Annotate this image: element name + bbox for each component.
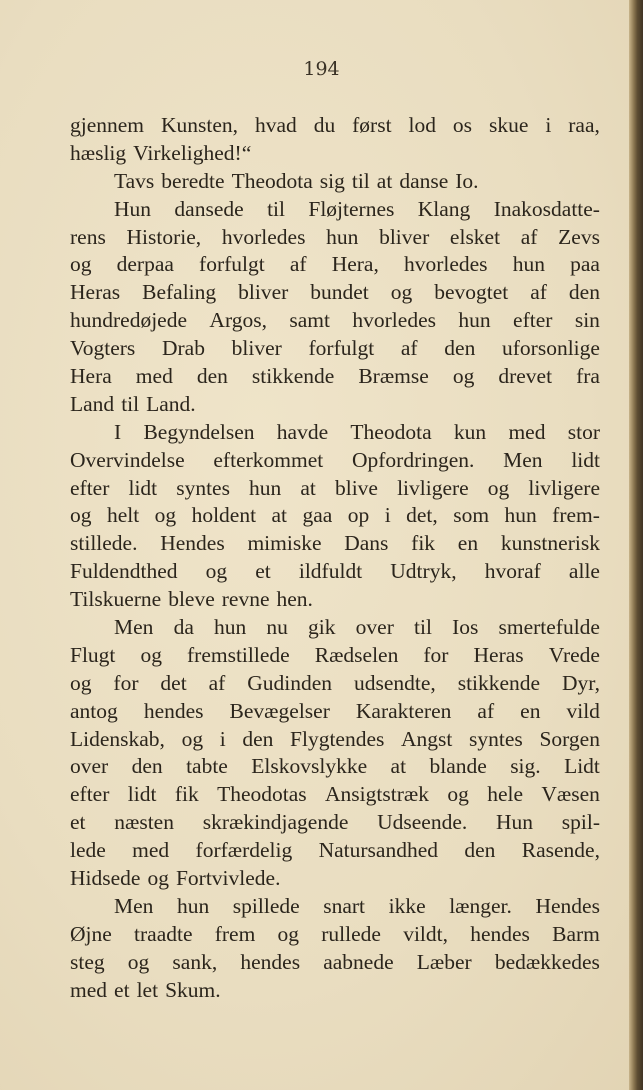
word: snart [323, 893, 366, 918]
word: bliver [379, 224, 430, 249]
word: beredte [161, 168, 225, 193]
word: af [520, 224, 538, 249]
word: Land. [146, 391, 196, 416]
text-line [70, 865, 600, 893]
word: til [414, 615, 432, 640]
word: Bræmse [358, 364, 429, 389]
word: bliver [238, 280, 289, 305]
text-line [70, 530, 600, 558]
word: bevogtet [434, 280, 509, 305]
word: bedækkedes [494, 949, 600, 974]
word: Øjne [70, 921, 112, 946]
word: efterkommet [213, 447, 324, 472]
word: efter [513, 308, 553, 333]
word: til [121, 391, 140, 416]
word: hendes [470, 921, 530, 946]
word: Elskovslykke [251, 754, 368, 779]
word: revne [221, 587, 270, 612]
word: som [453, 503, 490, 528]
word: op [347, 503, 370, 528]
word: hendes [143, 698, 204, 723]
word: Vogters [70, 336, 136, 361]
word: hun [504, 503, 537, 528]
word: hvad [254, 113, 297, 137]
word: med [132, 838, 170, 863]
word: du [313, 113, 336, 137]
text-line [70, 447, 600, 475]
word: efter [70, 782, 110, 807]
word: forfulgt [199, 252, 265, 277]
text-line [70, 893, 600, 921]
word: hele [487, 782, 524, 807]
word: gjennem [70, 113, 145, 137]
word: nu [266, 615, 288, 640]
text-line [70, 475, 600, 503]
word: havde [276, 419, 329, 444]
text-line [70, 753, 600, 781]
word: lod [408, 113, 436, 137]
word: og [447, 782, 469, 807]
text-line [70, 307, 600, 335]
word: traadte [134, 921, 193, 946]
word: at [390, 754, 407, 779]
text-line [70, 614, 600, 642]
body-text [70, 112, 600, 1005]
word: og [154, 503, 177, 528]
word: hun [249, 475, 282, 500]
word: hæslig [70, 140, 127, 165]
word: Udseende. [377, 810, 468, 835]
word: dansede [174, 196, 244, 221]
word: kun [453, 419, 487, 444]
word: af [208, 670, 226, 695]
word: et [114, 977, 130, 1002]
word: efter [70, 475, 110, 500]
word: af [400, 336, 418, 361]
word: Gudinden [247, 670, 333, 695]
text-line [70, 586, 600, 614]
word: sank, [172, 949, 218, 974]
word: Io. [455, 168, 479, 193]
word: rullede [321, 921, 381, 946]
word: raa, [568, 113, 600, 137]
word: Barm [552, 921, 600, 946]
word: Overvindelse [70, 447, 185, 472]
word: Hendes [535, 893, 600, 918]
word: til [351, 168, 370, 193]
word: Flugt [70, 642, 116, 667]
word: Theodota [231, 168, 313, 193]
word: for [113, 670, 139, 695]
word: hun [214, 615, 247, 640]
word: Væsen [541, 782, 600, 807]
word: aabnede [323, 949, 394, 974]
word: vildt, [403, 921, 448, 946]
word: Inakosdatte- [493, 196, 600, 221]
word: stikkende [457, 670, 541, 695]
word: danse [399, 168, 449, 193]
text-line [70, 949, 600, 977]
word: vild [566, 698, 600, 723]
word: kunstnerisk [500, 531, 600, 556]
word: og [452, 364, 475, 389]
word: Befaling [142, 280, 217, 305]
word: spillede [232, 893, 300, 918]
word: forfulgt [308, 336, 375, 361]
word: Ios [452, 615, 479, 640]
word: skue [488, 113, 529, 137]
word: Natursandhed [318, 838, 438, 863]
word: hen. [276, 587, 313, 612]
word: Fortvivlede. [175, 866, 281, 891]
word: et [255, 559, 271, 584]
text-line [70, 977, 600, 1005]
word: syntes [469, 726, 523, 751]
word: med [508, 419, 546, 444]
text-line [70, 279, 600, 307]
word: Theodota [350, 419, 432, 444]
word: og [127, 949, 150, 974]
word: og [277, 921, 300, 946]
word: livligere [397, 475, 469, 500]
text-line [70, 168, 600, 196]
word: uforsonlige [502, 336, 600, 361]
word: og [70, 670, 92, 695]
word: den [464, 838, 496, 863]
word: med [70, 977, 108, 1002]
word: fik [411, 531, 436, 556]
word: drevet [498, 364, 553, 389]
word: spil- [561, 810, 600, 835]
word: blive [334, 475, 378, 500]
word: Lidenskab, [70, 726, 165, 751]
word: ildfuldt [298, 559, 363, 584]
word: Udtryk, [390, 559, 457, 584]
word: Læber [416, 949, 472, 974]
text-line [70, 391, 600, 419]
word: samt [289, 308, 330, 333]
word: og [147, 866, 169, 891]
word: frem [214, 921, 256, 946]
word: et [70, 810, 86, 835]
word: mimiske [247, 531, 322, 556]
word: og [205, 559, 228, 584]
word: den [242, 726, 274, 751]
word: Men [114, 893, 154, 918]
word: det, [406, 503, 438, 528]
word: og [390, 280, 413, 305]
word: rens [70, 224, 106, 249]
text-line [70, 419, 600, 447]
word: over [355, 615, 394, 640]
word: Hendes [160, 531, 225, 556]
word: Hun [114, 196, 152, 221]
word: hun [176, 893, 210, 918]
text-line [70, 726, 600, 754]
word: Skum. [165, 977, 221, 1002]
word: en [457, 531, 479, 556]
word: at [376, 168, 393, 193]
word: let [136, 977, 159, 1002]
word: at [300, 475, 316, 500]
word: Heras [70, 280, 121, 305]
word: stor [567, 419, 600, 444]
word: Historie, [126, 224, 202, 249]
text-line [70, 363, 600, 391]
word: Dans [344, 531, 389, 556]
word: fremstillede [187, 642, 290, 667]
word: lidt [128, 475, 158, 500]
text-line [70, 921, 600, 949]
word: antog [70, 698, 118, 723]
word: os [452, 113, 473, 137]
word: Virkelighed!“ [133, 140, 252, 165]
word: bleve [168, 587, 215, 612]
word: Kunsten, [160, 113, 239, 137]
word: hundredøjede [70, 308, 188, 333]
word: Hera [70, 364, 112, 389]
text-line [70, 224, 600, 252]
word: og [487, 475, 510, 500]
word: steg [70, 949, 105, 974]
word: først [352, 113, 392, 137]
text-line [70, 558, 600, 586]
word: Bevægelser [229, 698, 330, 723]
word: livligere [528, 475, 600, 500]
word: hun [458, 308, 491, 333]
word: fra [576, 364, 600, 389]
word: hun [512, 252, 545, 277]
word: Dyr, [562, 670, 600, 695]
word: for [423, 642, 449, 667]
word: den [568, 280, 600, 305]
word: af [477, 698, 495, 723]
word: Tavs [114, 168, 155, 193]
word: hun [326, 224, 359, 249]
word: lede [70, 838, 106, 863]
word: blande [429, 754, 487, 779]
word: paa [570, 252, 600, 277]
word: og [70, 252, 92, 277]
word: Lidt [564, 754, 600, 779]
word: smertefulde [498, 615, 600, 640]
word: en [520, 698, 541, 723]
word: og [181, 726, 204, 751]
text-line [70, 335, 600, 363]
word: den [196, 364, 228, 389]
text-line [70, 112, 600, 140]
word: skrækindjagende [202, 810, 349, 835]
text-line [70, 837, 600, 865]
word: syntes [176, 475, 230, 500]
word: Zevs [558, 224, 600, 249]
word: Hun [496, 810, 534, 835]
word: over [70, 754, 109, 779]
word: af [289, 252, 307, 277]
word: Drab [162, 336, 205, 361]
word: Hera, [331, 252, 379, 277]
word: Fløjternes [308, 196, 395, 221]
word: hvorledes [403, 252, 488, 277]
word: og [140, 642, 162, 667]
text-line [70, 502, 600, 530]
text-line [70, 670, 600, 698]
text-line [70, 642, 600, 670]
word: at [271, 503, 288, 528]
word: det [160, 670, 187, 695]
word: næsten [114, 810, 174, 835]
word: bliver [231, 336, 282, 361]
word: gaa [302, 503, 333, 528]
word: Tilskuerne [70, 587, 162, 612]
word: bundet [310, 280, 369, 305]
word: Klang [417, 196, 471, 221]
word: lidt [571, 447, 600, 472]
word: i [219, 726, 226, 751]
word: og [70, 503, 92, 528]
word: Ansigtstræk [325, 782, 429, 807]
text-line [70, 781, 600, 809]
word: hvoraf [484, 559, 541, 584]
word: Karakteren [355, 698, 452, 723]
word: stillede. [70, 531, 138, 556]
word: Flygtendes [290, 726, 385, 751]
word: Theodotas [217, 782, 307, 807]
word: gik [308, 615, 336, 640]
word: med [135, 364, 173, 389]
word: i [384, 503, 391, 528]
word: Angst [401, 726, 453, 751]
word: hvorledes [221, 224, 306, 249]
word: hvorledes [352, 308, 436, 333]
word: sig [319, 168, 345, 193]
word: da [173, 615, 194, 640]
word: helt [106, 503, 140, 528]
word: sin [574, 308, 600, 333]
word: stikkende [251, 364, 335, 389]
word: frem- [552, 503, 600, 528]
page-number: 194 [303, 58, 340, 80]
word: af [530, 280, 547, 305]
text-line [70, 251, 600, 279]
text-line [70, 698, 600, 726]
word: forfærdelig [195, 838, 293, 863]
word: tabte [186, 754, 228, 779]
word: fik [174, 782, 199, 807]
word: alle [568, 559, 600, 584]
word: derpaa [116, 252, 174, 277]
word: sig. [510, 754, 541, 779]
word: Men [114, 615, 154, 640]
text-line [70, 140, 600, 168]
word: Men [503, 447, 543, 472]
word: længer. [449, 893, 512, 918]
word: elsket [449, 224, 501, 249]
word: den [444, 336, 476, 361]
word: i [545, 113, 552, 137]
word: Argos, [209, 308, 267, 333]
word: til [267, 196, 285, 221]
word: Fuldendthed [70, 559, 178, 584]
word: I [114, 419, 122, 444]
word: Rasende, [521, 838, 600, 863]
word: hendes [240, 949, 301, 974]
word: ikke [388, 893, 426, 918]
word: Rædselen [314, 642, 399, 667]
word: Begyndelsen [143, 419, 255, 444]
word: Sorgen [539, 726, 600, 751]
word: lidt [127, 782, 157, 807]
word: udsendte, [353, 670, 436, 695]
word: Land [70, 391, 115, 416]
word: holdent [191, 503, 257, 528]
word: Opfordringen. [351, 447, 475, 472]
word: Vrede [548, 642, 600, 667]
page-edge [629, 0, 643, 1090]
text-line [70, 196, 600, 224]
word: Heras [473, 642, 524, 667]
text-line [70, 809, 600, 837]
word: Hidsede [70, 866, 141, 891]
word: den [131, 754, 163, 779]
